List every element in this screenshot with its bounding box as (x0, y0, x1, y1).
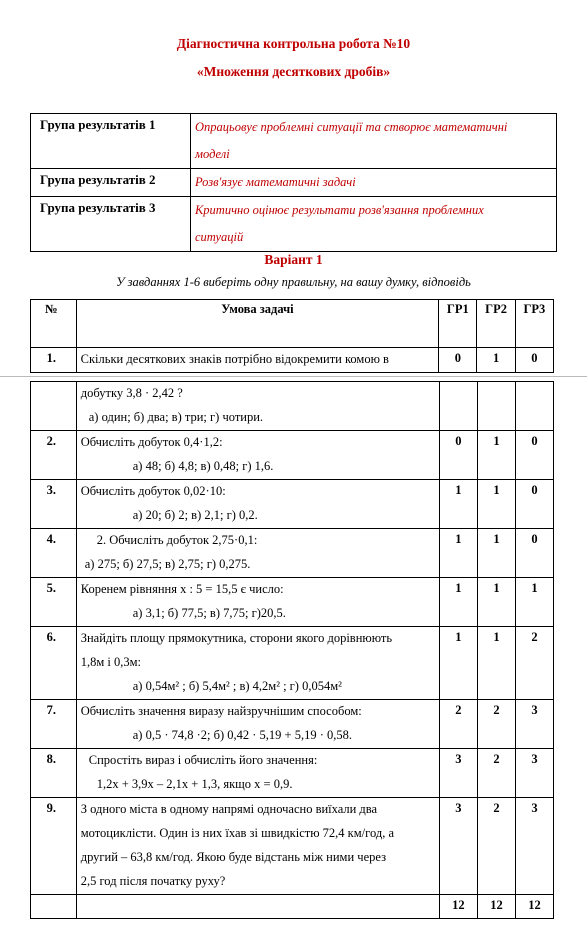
group-label: Група результатів 1 (31, 114, 191, 169)
group-text-line: Розв'язує математичні задачі (195, 175, 356, 189)
table-header-row (31, 300, 554, 348)
page-title: Діагностична контрольна робота №10 (176, 36, 411, 51)
task-number: 1. (31, 348, 77, 373)
gr1-score: 3 (439, 798, 477, 895)
gr3-score (515, 382, 553, 431)
task-number: 7. (31, 700, 77, 749)
task-number: 8. (31, 749, 77, 798)
gr3-score: 1 (515, 578, 553, 627)
answer-options: а) 0,5 · 74,8 ·2; б) 0,42 · 5,19 + 5,19 · 0,58. (132, 728, 353, 742)
gr2-score: 1 (477, 627, 515, 700)
table-row (31, 700, 554, 749)
condition-line: другий – 63,8 км/год. Якою буде відстань між ними через (80, 850, 387, 864)
table-row (31, 627, 554, 700)
instruction-text: У завданнях 1-6 виберіть одну правильну, на вашу думку, відповідь (116, 275, 471, 289)
gr2-score: 2 (477, 749, 515, 798)
task-number (31, 382, 77, 431)
table-row (31, 382, 554, 431)
expression-line: 1,2х + 3,9х – 2,1х + 1,3, якщо х = 0,9. (96, 777, 293, 791)
gr2-score: 1 (477, 348, 515, 373)
variant-heading: Варіант 1 (264, 252, 323, 267)
col-gr2-header: ГР2 (477, 300, 515, 348)
col-condition-header: Умова задачі (76, 300, 439, 348)
answer-options: а) 48; б) 4,8; в) 0,48; г) 1,6. (132, 459, 274, 473)
gr1-score: 0 (439, 348, 477, 373)
condition-line: Коренем рівняння х : 5 = 15,5 є число: (80, 582, 284, 596)
group-text-line: Критично оцінює результати розв'язання проблемних (195, 203, 484, 217)
gr3-score: 3 (515, 798, 553, 895)
group-text (191, 169, 557, 197)
task-condition (76, 700, 439, 749)
gr3-score: 0 (515, 480, 553, 529)
table-row (31, 480, 554, 529)
gr2-score: 1 (477, 431, 515, 480)
group-row (31, 169, 557, 197)
group-row (31, 197, 557, 252)
totals-row (31, 895, 554, 919)
group-text (191, 197, 557, 252)
condition-line: Скільки десяткових знаків потрібно відокремити комою в (80, 352, 389, 366)
gr1-score (439, 382, 477, 431)
condition-line: 2,5 год після початку руху? (80, 874, 226, 888)
task-number: 3. (31, 480, 77, 529)
table-row (31, 529, 554, 578)
page-subtitle: «Множення десяткових дробів» (196, 64, 391, 79)
condition-line: Обчисліть добуток 0,02·10: (80, 484, 226, 498)
gr2-score: 2 (477, 700, 515, 749)
gr3-score: 0 (515, 348, 553, 373)
group-text (191, 114, 557, 169)
gr1-score: 1 (439, 578, 477, 627)
gr3-score: 0 (515, 529, 553, 578)
condition-line: Обчисліть значення виразу найзручнішим способом: (80, 704, 362, 718)
gr1-total: 12 (439, 895, 477, 919)
tasks-table (30, 299, 554, 373)
gr1-score: 2 (439, 700, 477, 749)
gr2-score: 1 (477, 529, 515, 578)
group-label: Група результатів 2 (31, 169, 191, 197)
task-number: 2. (31, 431, 77, 480)
table-row (31, 749, 554, 798)
gr1-score: 1 (439, 627, 477, 700)
table-row (31, 431, 554, 480)
gr2-score: 1 (477, 578, 515, 627)
condition-line: З одного міста в одному напрямі одночасно виїхали два (80, 802, 378, 816)
group-text-line: моделі (195, 147, 230, 161)
gr3-score: 3 (515, 749, 553, 798)
col-gr3-header: ГР3 (515, 300, 553, 348)
group-text-line: Опрацьовує проблемні ситуації та створює математичні (195, 120, 508, 134)
condition-line: Спростіть вираз і обчисліть його значення: (88, 753, 318, 767)
gr1-score: 1 (439, 480, 477, 529)
col-gr1-header: ГР1 (439, 300, 477, 348)
condition-line: Обчисліть добуток 0,4·1,2: (80, 435, 223, 449)
gr2-score: 2 (477, 798, 515, 895)
gr3-total: 12 (515, 895, 553, 919)
answer-options: а) 275; б) 27,5; в) 2,75; г) 0,275. (84, 557, 251, 571)
task-number: 5. (31, 578, 77, 627)
group-row (31, 114, 557, 169)
gr1-score: 1 (439, 529, 477, 578)
condition-line: мотоциклісти. Один із них їхав зі швидкістю 72,4 км/год, а (80, 826, 394, 840)
task-condition (76, 627, 439, 700)
condition-line: 2. Обчисліть добуток 2,75·0,1: (96, 533, 258, 547)
gr2-total: 12 (477, 895, 515, 919)
totals-label-cell (76, 895, 439, 919)
task-condition (76, 382, 439, 431)
condition-line: 1,8м і 0,3м: (80, 655, 142, 669)
task-condition (76, 578, 439, 627)
page-break-divider (0, 376, 587, 377)
group-label: Група результатів 3 (31, 197, 191, 252)
answer-options: а) 3,1; б) 77,5; в) 7,75; г)20,5. (132, 606, 286, 620)
task-number: 9. (31, 798, 77, 895)
gr3-score: 2 (515, 627, 553, 700)
answer-options: а) один; б) два; в) три; г) чотири. (88, 410, 264, 424)
task-condition (76, 348, 439, 373)
task-condition (76, 798, 439, 895)
gr3-score: 3 (515, 700, 553, 749)
table-row (31, 578, 554, 627)
task-number: 6. (31, 627, 77, 700)
condition-line: Знайдіть площу прямокутника, сторони якого дорівнюють (80, 631, 393, 645)
gr3-score: 0 (515, 431, 553, 480)
task-condition (76, 431, 439, 480)
table-row (31, 798, 554, 895)
task-condition (76, 480, 439, 529)
gr2-score: 1 (477, 480, 515, 529)
group-text-line: ситуацій (195, 230, 244, 244)
task-condition (76, 749, 439, 798)
answer-options: а) 0,54м² ; б) 5,4м² ; в) 4,2м² ; г) 0,054м² (132, 679, 342, 693)
condition-line: добутку 3,8 · 2,42 ? (80, 386, 183, 400)
tasks-table-continued (30, 381, 554, 919)
col-num-header: № (31, 300, 77, 348)
gr2-score (477, 382, 515, 431)
gr1-score: 3 (439, 749, 477, 798)
task-number: 4. (31, 529, 77, 578)
totals-empty-cell (31, 895, 77, 919)
table-row (31, 348, 554, 373)
task-condition (76, 529, 439, 578)
answer-options: а) 20; б) 2; в) 2,1; г) 0,2. (132, 508, 258, 522)
gr1-score: 0 (439, 431, 477, 480)
result-groups-table (30, 113, 557, 252)
